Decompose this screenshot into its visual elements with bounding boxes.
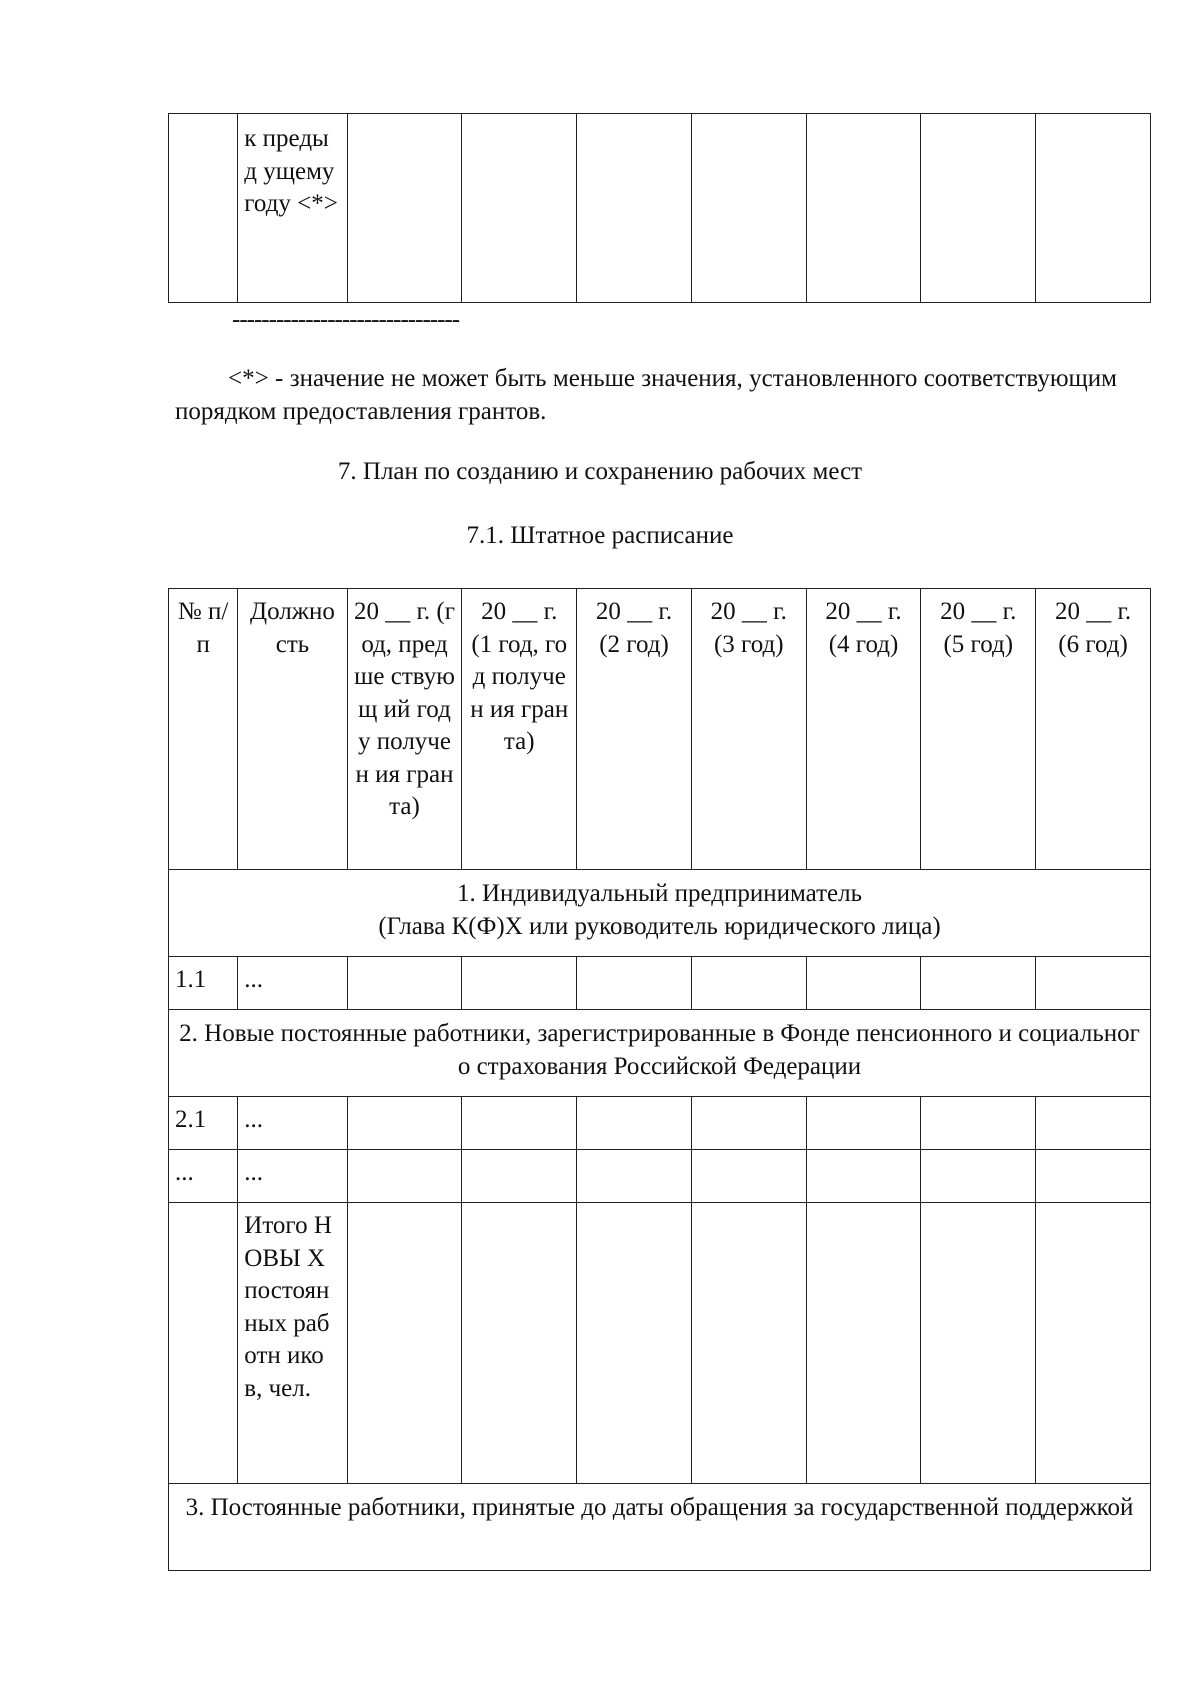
header-cell-year-5: 20 __ г. (5 год) <box>921 589 1036 870</box>
table-cell <box>462 114 577 303</box>
table-cell <box>691 957 806 1010</box>
total-row <box>169 1203 1151 1484</box>
table-cell <box>347 1097 462 1150</box>
header-cell-year-prev: 20 __ г. (год, предше ствующ ий году получен ия гранта) <box>347 589 462 870</box>
table-cell <box>921 957 1036 1010</box>
header-cell-year-2: 20 __ г. (2 год) <box>577 589 692 870</box>
header-cell-position: Должно сть <box>238 589 347 870</box>
footnote-separator: ------------------------------- <box>232 306 460 333</box>
section-3-cell: 3. Постоянные работники, принятые до даты обращения за государственной поддержкой <box>169 1484 1151 1571</box>
table-cell <box>462 957 577 1010</box>
footnote-text: <*> - значение не может быть меньше значения, установленного соответствующим порядком предоставления грантов. <box>175 365 1117 425</box>
section-1-line-2: (Глава К(Ф)Х или руководитель юридического лица) <box>378 912 941 940</box>
table-cell <box>691 114 806 303</box>
table-cell <box>347 1203 462 1484</box>
table-cell <box>462 1150 577 1203</box>
header-cell-year-1: 20 __ г. (1 год, год получен ия гранта) <box>462 589 577 870</box>
table-cell <box>577 1097 692 1150</box>
table-cell <box>806 1203 921 1484</box>
table-cell <box>806 957 921 1010</box>
row-position: ... <box>238 1097 347 1150</box>
table-cell <box>691 1097 806 1150</box>
table-cell <box>806 1097 921 1150</box>
row-position: ... <box>238 957 347 1010</box>
table-cell <box>347 957 462 1010</box>
table-cell <box>691 1203 806 1484</box>
table-cell <box>347 1150 462 1203</box>
staffing-table <box>168 588 1151 1571</box>
section-1-line-1: 1. Индивидуальный предприниматель <box>457 880 862 907</box>
row-position: ... <box>238 1150 347 1203</box>
table-cell <box>1036 1203 1151 1484</box>
section-title: 7. План по созданию и сохранению рабочих мест <box>337 458 863 485</box>
section-row <box>169 870 1151 957</box>
table-cell <box>1036 1097 1151 1150</box>
table-cell <box>691 1150 806 1203</box>
row-label: к предыд ущему году <*> <box>238 114 347 303</box>
table-row <box>169 957 1151 1010</box>
table-cell <box>169 114 238 303</box>
header-row <box>169 589 1151 870</box>
table-row <box>169 1150 1151 1203</box>
table-cell <box>1036 1150 1151 1203</box>
table-cell <box>577 1203 692 1484</box>
table-cell <box>1036 957 1151 1010</box>
subsection-title: 7.1. Штатное расписание <box>466 522 734 549</box>
top-table-fragment <box>168 113 1151 303</box>
table-cell <box>577 114 692 303</box>
section-row <box>169 1484 1151 1571</box>
table-cell <box>577 1150 692 1203</box>
row-number: ... <box>169 1150 238 1203</box>
table-cell <box>921 114 1036 303</box>
table-cell <box>347 114 462 303</box>
row-number: 1.1 <box>169 957 238 1010</box>
section-2-cell: 2. Новые постоянные работники, зарегистрированные в Фонде пенсионного и социального страхования Российской Федерации <box>169 1010 1151 1097</box>
header-cell-year-6: 20 __ г. (6 год) <box>1036 589 1151 870</box>
table-cell <box>806 1150 921 1203</box>
table-cell <box>169 1203 238 1484</box>
table-cell <box>577 957 692 1010</box>
header-cell-year-3: 20 __ г. (3 год) <box>691 589 806 870</box>
section-1-cell <box>169 870 1151 957</box>
table-cell <box>806 114 921 303</box>
table-cell <box>921 1097 1036 1150</box>
total-label: Итого НОВЫ Х постоян ных работн иков, чел. <box>238 1203 347 1484</box>
table-cell <box>1036 114 1151 303</box>
table-cell <box>921 1150 1036 1203</box>
table-cell <box>462 1203 577 1484</box>
header-cell-year-4: 20 __ г. (4 год) <box>806 589 921 870</box>
header-cell-num: № п/п <box>169 589 238 870</box>
table-row <box>169 114 1151 303</box>
table-cell <box>462 1097 577 1150</box>
section-row <box>169 1010 1151 1097</box>
table-cell <box>921 1203 1036 1484</box>
table-row <box>169 1097 1151 1150</box>
row-number: 2.1 <box>169 1097 238 1150</box>
